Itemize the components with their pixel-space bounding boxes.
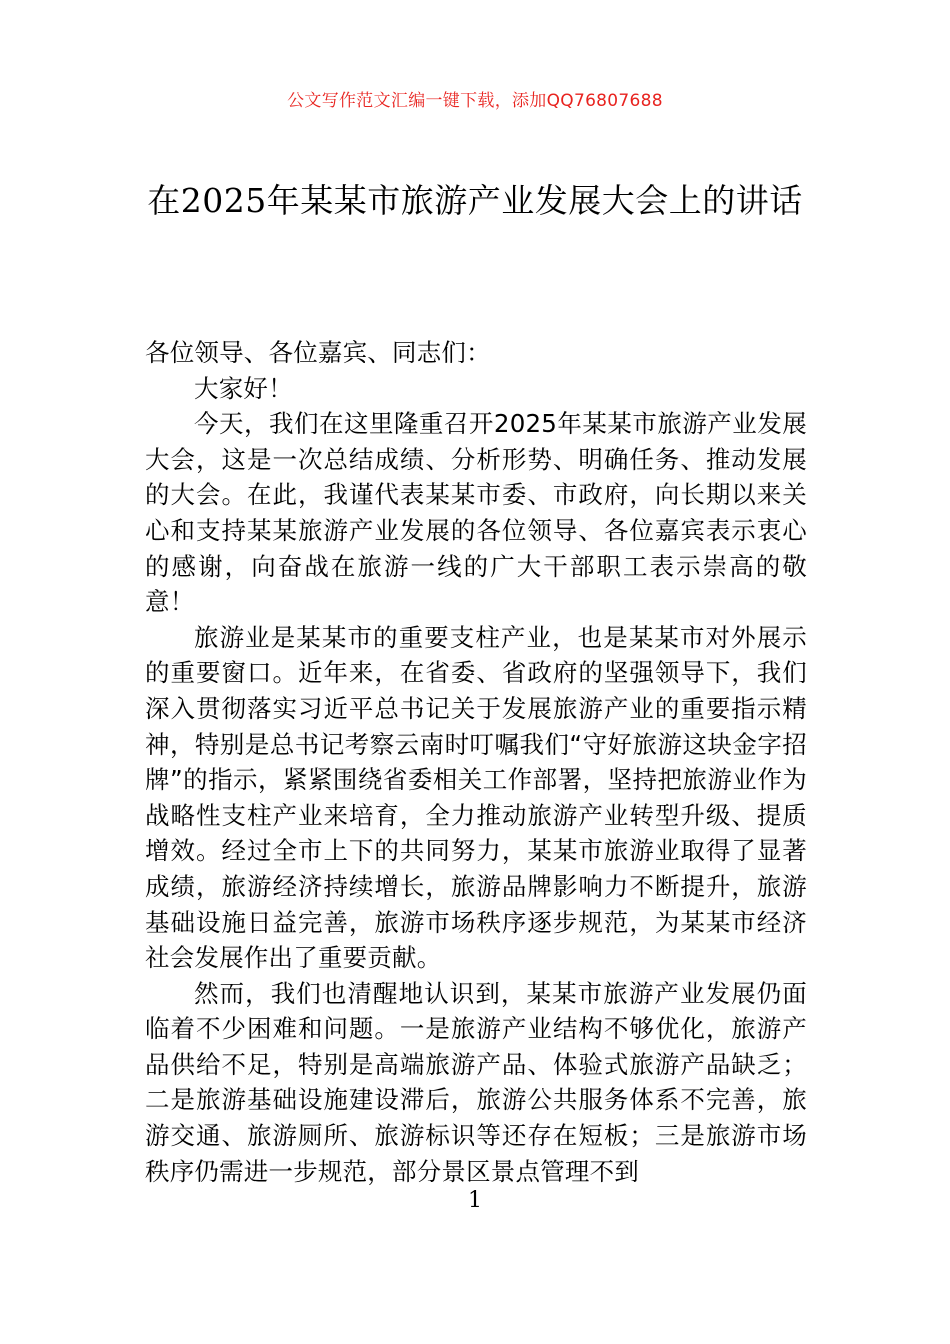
salutation: 各位领导、各位嘉宾、同志们： [145,338,491,367]
greeting: 大家好！ [194,373,293,403]
download-promo-note: 公文写作范文汇编一键下载，添加QQ76807688 [287,91,663,111]
paragraph-problems: 然而，我们也清醒地认识到，某某市旅游产业发展仍面临着不少困难和问题。一是旅游产业结构不够优化，旅游产品供给不足，特别是高端旅游产品、体验式旅游产品缺乏；二是旅游基础设施建设滞后，旅游公共服务体系不完善，旅游交通、旅游厕所、旅游标识等还存在短板；三是旅游市场秩序仍需进一步规范，部分景区景点管理不到 [145,978,807,1186]
page-number: 1 [468,1188,482,1213]
paragraph-achievements: 旅游业是某某市的重要支柱产业，也是某某市对外展示的重要窗口。近年来，在省委、省政府的坚强领导下，我们深入贯彻落实习近平总书记关于发展旅游产业的重要指示精神，特别是总书记考察云南时叮嘱我们“守好旅游这块金字招牌”的指示，紧紧围绕省委相关工作部署，坚持把旅游业作为战略性支柱产业来培育，全力推动旅游产业转型升级、提质增效。经过全市上下的共同努力，某某市旅游业取得了显著成绩，旅游经济持续增长，旅游品牌影响力不断提升，旅游基础设施日益完善，旅游市场秩序逐步规范，为某某市经济社会发展作出了重要贡献。 [145,622,807,973]
paragraph-opening: 今天，我们在这里隆重召开2025年某某市旅游产业发展大会，这是一次总结成绩、分析形势、明确任务、推动发展的大会。在此，我谨代表某某市委、市政府，向长期以来关心和支持某某旅游产业发展的各位领导、各位嘉宾表示衷心的感谢，向奋战在旅游一线的广大干部职工表示崇高的敬意！ [145,409,807,617]
document-title: 在2025年某某市旅游产业发展大会上的讲话 [147,181,803,220]
document-body [145,335,807,1189]
